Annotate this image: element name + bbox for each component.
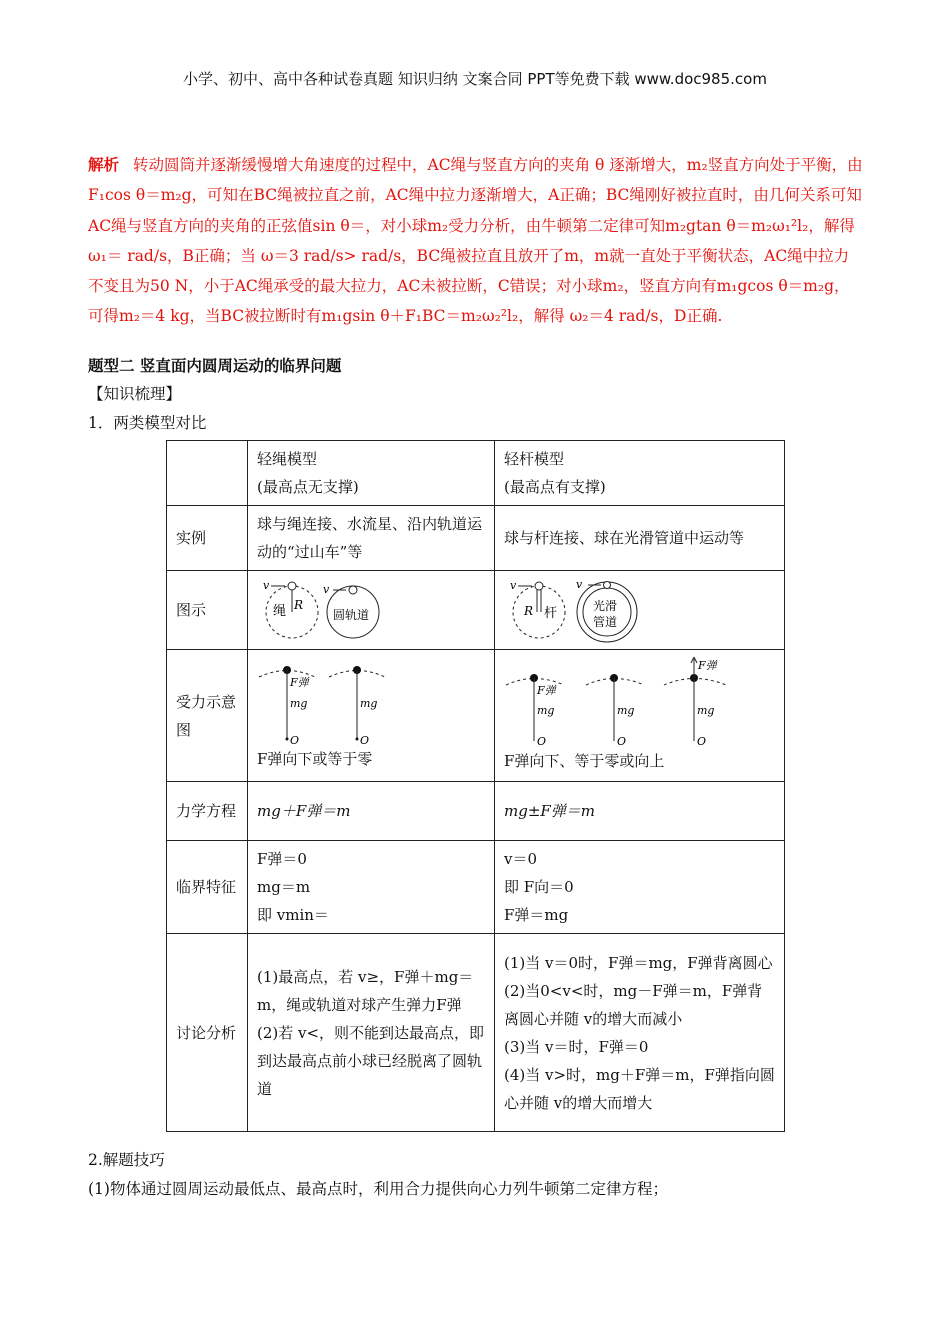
discussion-line: (4)当 v>时，mg＋F弹＝m，F弹指向圆心并随 v的增大而增大 bbox=[504, 1065, 775, 1112]
row-label-critical: 临界特征 bbox=[167, 841, 248, 934]
table-row bbox=[167, 441, 785, 506]
table-row bbox=[167, 506, 785, 571]
row-label-discussion: 讨论分析 bbox=[167, 934, 248, 1132]
discussion-line: (1)最高点，若 v≥，F弹＋mg＝m，绳或轨道对球产生弹力F弹 bbox=[257, 967, 474, 1014]
analysis-paragraph bbox=[88, 150, 863, 332]
rope-label: 绳 bbox=[273, 604, 287, 619]
r-label: R bbox=[294, 598, 304, 612]
discussion-line: (2)若 v<，则不能到达最高点，即到达最高点前小球已经脱离了圆轨道 bbox=[257, 1023, 485, 1098]
critical-line: 即 vmin＝ bbox=[257, 906, 329, 924]
rope-discussion bbox=[248, 934, 495, 1132]
section-title: 题型二 竖直面内圆周运动的临界问题 bbox=[88, 357, 342, 375]
rope-model-header bbox=[248, 441, 495, 506]
analysis-body: 转动圆筒并逐渐缓慢增大角速度的过程中，AC绳与竖直方向的夹角 θ 逐渐增大，m₂竖直方向处于平衡，由 F₁cos θ＝m₂g，可知在BC绳被拉直之前，AC绳中拉力逐渐增大，A正确；BC绳刚好被拉直时，由几何关系可知AC绳与竖直方向的夹角的正弦值sin θ＝，对小球m₂受力分析，由牛顿第二定律可知m₂gtan θ＝m₂ω₁²l₂，解得 ω₁＝ rad/s，B正确；当 ω＝3 rad/s> rad/s，BC绳被拉直且放开了m，m就一直处于平衡状态，AC绳中拉力不变且为50 N，小于AC绳承受的最大拉力，AC未被拉断，C错误；对小球m₂，竖直方向有m₁gcos θ＝m₂g，可得m₂＝4 kg，当BC被拉断时有m₁gsin θ＋F₁BC＝m₂ω₂²l₂，解得 ω₂＝4 rad/s，D正确. bbox=[88, 156, 863, 326]
f-label: F弹 bbox=[698, 658, 717, 672]
item-2-title: 2.解题技巧 bbox=[88, 1151, 165, 1169]
rod-force-cell bbox=[495, 650, 785, 782]
item-2-1: (1)物体通过圆周运动最低点、最高点时，利用合力提供向心力列牛顿第二定律方程； bbox=[88, 1180, 668, 1198]
ball bbox=[349, 586, 357, 594]
rod-path-circle bbox=[513, 586, 565, 638]
table-cell-blank bbox=[167, 441, 248, 506]
row-label-diagram: 图示 bbox=[167, 571, 248, 650]
critical-line: F弹＝mg bbox=[504, 906, 569, 924]
row-label-equation: 力学方程 bbox=[167, 782, 248, 841]
rope-force-cell bbox=[248, 650, 495, 782]
f-label: F弹 bbox=[537, 683, 556, 697]
mg-label: mg bbox=[290, 696, 308, 710]
mg-label: mg bbox=[617, 703, 635, 717]
rope-diagram-cell bbox=[248, 571, 495, 650]
table-row bbox=[167, 934, 785, 1132]
knowledge-tag: 【知识梳理】 bbox=[88, 385, 182, 403]
rod-model-name: 轻杆模型 bbox=[504, 450, 565, 468]
critical-line: F弹＝0 bbox=[257, 850, 307, 868]
rod-force-caption: F弹向下、等于零或向上 bbox=[504, 751, 665, 770]
v-label: v bbox=[323, 583, 330, 596]
o-label: O bbox=[360, 733, 370, 745]
rod-critical bbox=[495, 841, 785, 934]
mg-label: mg bbox=[537, 703, 555, 717]
analysis-lead: 解析 bbox=[88, 156, 120, 174]
rope-force-diagram bbox=[257, 659, 397, 745]
mg-label: mg bbox=[360, 696, 378, 710]
rod-model-note: (最高点有支撑) bbox=[504, 478, 606, 496]
rod-model-header bbox=[495, 441, 785, 506]
row-label-example: 实例 bbox=[167, 506, 248, 571]
ball bbox=[535, 582, 543, 590]
table-row bbox=[167, 841, 785, 934]
critical-line: mg＝m bbox=[257, 878, 311, 896]
critical-line: v＝0 bbox=[504, 850, 538, 868]
table-row bbox=[167, 650, 785, 782]
table-row bbox=[167, 571, 785, 650]
v-label: v bbox=[576, 578, 583, 591]
v-label: v bbox=[510, 579, 517, 592]
item-1-title: 1．两类模型对比 bbox=[88, 414, 207, 432]
discussion-line: (3)当 v＝时，F弹＝0 bbox=[504, 1037, 649, 1056]
rod-model-diagram bbox=[504, 575, 644, 645]
discussion-line: (2)当0<v<时，mg－F弹＝m，F弹背离圆心并随 v的增大而减小 bbox=[504, 981, 763, 1028]
rod-example: 球与杆连接、球在光滑管道中运动等 bbox=[495, 506, 785, 571]
rod-diagram-cell bbox=[495, 571, 785, 650]
center-point bbox=[286, 737, 289, 740]
o-label: O bbox=[290, 733, 300, 745]
v-label: v bbox=[263, 579, 270, 592]
table-row bbox=[167, 782, 785, 841]
rod-force-diagram bbox=[504, 657, 774, 747]
f-label: F弹 bbox=[290, 675, 309, 689]
rope-model-diagram bbox=[257, 575, 387, 645]
rod-discussion bbox=[495, 934, 785, 1132]
ball bbox=[604, 582, 611, 589]
discussion-line: (1)当 v＝0时，F弹＝mg，F弹背离圆心 bbox=[504, 953, 773, 972]
track-label: 圆轨道 bbox=[333, 608, 370, 622]
rope-force-caption: F弹向下或等于零 bbox=[257, 749, 373, 768]
o-label: O bbox=[537, 734, 547, 747]
center-point bbox=[356, 737, 359, 740]
tube-label: 管道 bbox=[593, 615, 618, 629]
tube-label: 光滑 bbox=[593, 599, 618, 613]
rope-equation: mg＋F弹＝m bbox=[248, 782, 495, 841]
model-comparison-table bbox=[166, 440, 785, 1132]
row-label-force: 受力示意图 bbox=[167, 650, 248, 782]
rope-model-note: (最高点无支撑) bbox=[257, 478, 359, 496]
mg-label: mg bbox=[697, 703, 715, 717]
page-header: 小学、初中、高中各种试卷真题 知识归纳 文案合同 PPT等免费下载 www.doc985.com bbox=[183, 70, 767, 88]
o-label: O bbox=[617, 734, 627, 747]
r-label: R bbox=[524, 604, 534, 618]
rope-model-name: 轻绳模型 bbox=[257, 450, 318, 468]
ball bbox=[288, 582, 296, 590]
rope-example: 球与绳连接、水流星、沿内轨道运动的“过山车”等 bbox=[248, 506, 495, 571]
rod-label: 杆 bbox=[544, 606, 558, 621]
critical-line: 即 F向＝0 bbox=[504, 878, 574, 896]
rope-critical bbox=[248, 841, 495, 934]
o-label: O bbox=[697, 734, 707, 747]
rod-equation: mg±F弹＝m bbox=[495, 782, 785, 841]
